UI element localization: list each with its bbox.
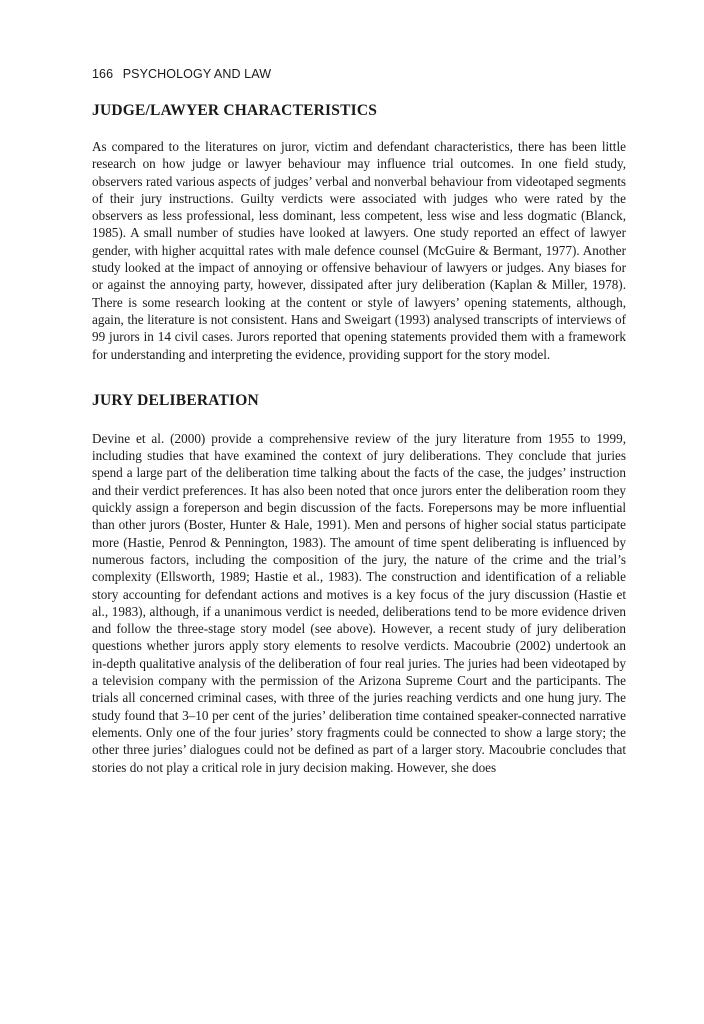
- running-head-title: PSYCHOLOGY AND LAW: [122, 67, 272, 81]
- book-page: [92, 64, 626, 776]
- paragraph-judge-lawyer: As compared to the literatures on juror, victim and defendant characteristics, there has been little research on how judge or lawyer behaviour may influence trial outcomes. In one field study, observers rated various aspects of judges’ verbal and nonverbal behaviour from videotaped segments of their jury instructions. Guilty verdicts were associated with judges who were rated by the observers as less professional, less dominant, less competent, less wise and less dogmatic (Blanck, 1985). A small number of studies have looked at lawyers. One study reported an effect of lawyer gender, with higher acquittal rates with male defence counsel (McGuire & Bermant, 1977). Another study looked at the impact of annoying or offensive behaviour of lawyers or judges. Any biases for or against the annoying party, however, dissipated after jury deliberation (Kaplan & Miller, 1978). There is some research looking at the content or style of lawyers’ opening statements, although, again, the literature is not consistent. Hans and Sweigart (1993) analysed transcripts of interviews of 99 jurors in 14 civil cases. Jurors reported that opening statements provided them with a framework for understanding and interpreting the evidence, providing support for the story model.: [92, 139, 626, 362]
- section-heading-jury-deliberation: JURY DELIBERATION: [92, 391, 259, 409]
- section-heading-judge-lawyer: JUDGE/LAWYER CHARACTERISTICS: [92, 102, 378, 119]
- running-head: [92, 64, 626, 84]
- page-number: 166: [92, 67, 114, 81]
- paragraph-jury-deliberation: Devine et al. (2000) provide a comprehensive review of the jury literature from 1955 to 1999, including studies that have examined the context of jury deliberations. They conclude that juries spend a large part of the deliberation time talking about the facts of the case, the judges’ instruction and their verdict preferences. It has also been noted that once jurors enter the deliberation room they quickly assign a foreperson and begin discussion of the facts. Forepersons may be more influential than other jurors (Boster, Hunter & Hale, 1991). Men and persons of higher social status participate more (Hastie, Penrod & Pennington, 1983). The amount of time spent deliberating is influenced by numerous factors, including the composition of the jury, the nature of the crime and the trial’s complexity (Ellsworth, 1989; Hastie et al., 1983). The construction and identification of a reliable story accounting for defendant actions and motives is a key focus of the jury discussion (Hastie et al., 1983), although, if a unanimous verdict is needed, deliberations tend to be more evidence driven and follow the three-stage story model (see above). However, a recent study of jury deliberation questions whether jurors apply story elements to resolve verdicts. Macoubrie (2002) undertook an in-depth qualitative analysis of the deliberation of four real juries. The juries had been videotaped by a television company with the permission of the Arizona Supreme Court and the participants. The trials all concerned criminal cases, with three of the juries reaching verdicts and one hung jury. The study found that 3–10 per cent of the juries’ deliberation time contained speaker-connected narrative elements. Only one of the four juries’ story fragments could be connected to show a large story; the other three juries’ dialogues could not be defined as part of a larger story. Macoubrie concludes that stories do not play a critical role in jury decision making. However, she does: [92, 430, 626, 775]
